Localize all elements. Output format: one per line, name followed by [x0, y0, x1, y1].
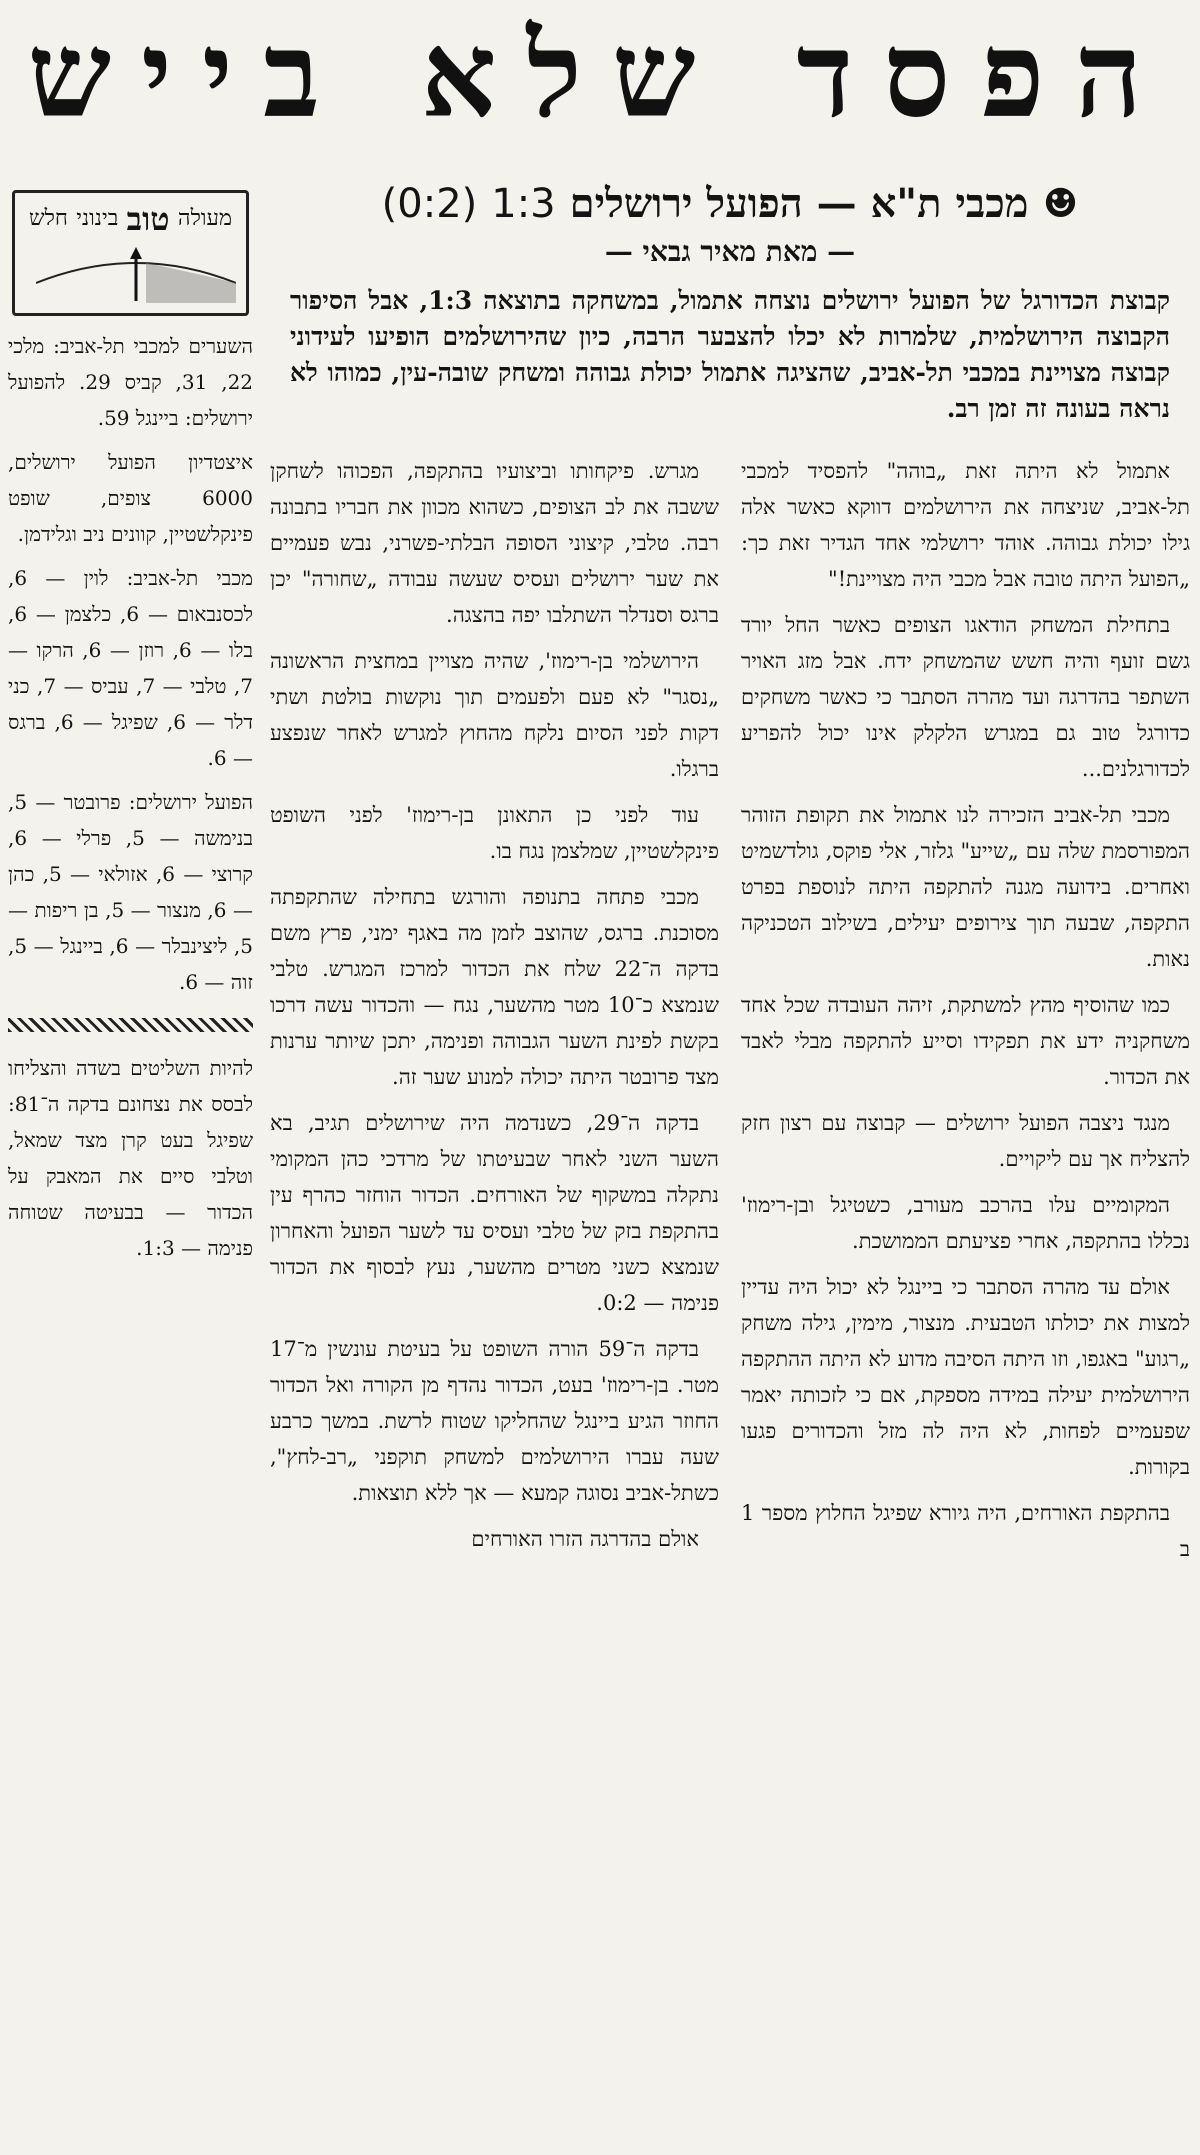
gauge-needle-icon [36, 243, 236, 303]
score-sidebar [8, 180, 253, 2140]
article-columns [270, 453, 1190, 1873]
paragraph: כמו שהוסיף מהץ למשתקת, זיהה העובדה שכל אחד משחקניה ידע את תפקידו וסייע להתקפה מבלי לאבד את הכדור. [741, 993, 1190, 1089]
headline-half-score: (0:2) [381, 180, 478, 227]
divider [8, 1018, 253, 1032]
sidebar-scorers: השערים למכבי תל-אביב: מלכי 22, 31, קביס 29. להפועל ירושלים: ביינגל 59. [8, 334, 253, 430]
banner-title: הפסד שלא בייש [27, 5, 1173, 144]
article-lede: קבוצת הכדורגל של הפועל ירושלים נוצחה אתמול, במשחקה בתוצאה 1:3, אבל הסיפור הקבוצה הירושלמית, שלמרות לא יכלו להצבער הרבה, כיון שהירושלמים הופיעו לעידוני קבוצה מצויינת במכבי תל-אביב, שהציגה אתמול יכולת גבוהה ומשחק שובה-עין, כמוהו לא נראה בעונה זה זמן רב. [290, 286, 1171, 423]
byline: — מאת מאיר גבאי — [604, 235, 856, 268]
column-left [270, 453, 719, 1873]
article-main [270, 180, 1190, 2140]
paragraph: המקומיים עלו בהרכב מעורב, כשטיגל ובן-רימוז' נכללו בהתקפה, אחרי פציעתם הממושכת. [741, 1193, 1190, 1253]
paragraph: אתמול לא היתה זאת „בוהה" להפסיד למכבי תל-אביב, שניצחה את הירושלמים דווקא כאשר אלה גילו יכולת גבוהה. אוהד ירושלמי אחד הגדיר זאת כך: „הפועל היתה טובה אבל מכבי היה מצויינת!" [741, 459, 1190, 591]
paragraph: מכבי תל-אביב הזכירה לנו אתמול את תקופת הזוהר המפורסמת שלה עם „שייע" גלזר, אלי פוקס, גולדשמיט ואחרים. בידועה מגנה להתקפה היתה לנוספת בפרט התקפה, שבעה תוך צירופים יעילים, בשילוב הטכניקה נאות. [741, 803, 1190, 971]
paragraph: מגרש. פיקחותו וביצועיו בהתקפה, הפכוהו לשחקן ששבה את לב הצופים, כשהוא מכוון את חבריו בתבונה רבה. טלבי, קיצוני הסופה הבלתי-פשרני, נבש פעמיים את שער ירושלים ועסיס שעשה עבודה „שחורה" יכן ברגס וסנדלר השתלבו יפה בהצגה. [270, 459, 719, 627]
bullet-icon: ☻ [1042, 180, 1079, 227]
sidebar-stadium: איצטדיון הפועל ירושלים, 6000 צופים, שופט פינקלשטיין, קוונים ניב וגלידמן. [8, 450, 253, 546]
gauge-label-average: בינוני [76, 206, 119, 231]
paragraph: אולם בהדרגה הזרו האורחים [471, 1527, 699, 1551]
paragraph: בתחילת המשחק הודאגו הצופים כאשר החל יורד גשם זועף והיה חשש שהמשחק ידח. אבל מזג האויר השתפר בהדרגה ועד מהרה הסתבר כי כאשר משחקים כדורגל טוב גם במגרש הלקלק אינו יכול להפריע לכדורגלנים... [741, 613, 1190, 781]
paragraph: בהתקפת האורחים, היה גיורא שפיגל החלוץ מספר 1 ב [741, 1501, 1190, 1561]
paragraph: בדקה ה־29, כשנדמה היה שירושלים תגיב, בא השער השני לאחר שבעיטתו של מרדכי כהן המקומי נתקלה במשקוף של האורחים. הכדור הוחזר כהרף עין בהתקפת בזק של טלבי ועסיס עד לשער הפועל והאחרון שנמצא כשני מטרים מהשער, נעץ לבסוף את הכדור פנימה — 0:2. [270, 1111, 719, 1315]
paragraph: מכבי פתחה בתנופה והורגש בתחילה שהתקפתה מסוכנת. ברגס, שהוצב לזמן מה באגף ימני, פרץ משם בדקה ה־22 שלח את הכדור למרכז המגרש. טלבי שנמצא כ־10 מטר מהשער, נגח — והכדור עשה דרכו בקשת לפינת השער הגבוהה ופנימה, יתכן שיותר ערנות מצד פרובטר היתה יכולה למנוע שער זה. [270, 885, 719, 1089]
paragraph: בדקה ה־59 הורה השופט על בעיטת עונשין מ־17 מטר. בן-רימוז' בעט, הכדור נהדף מן הקורה ואל הכדור החוזר הגיע ביינגל שהחליקו שטוח לרשת. במשך כרבע שעה עברו הירושלמים למשחק תוקפני „רב-לחץ", כשתל-אביב נסוגה קמעא — אך ללא תוצאות. [270, 1337, 719, 1505]
gauge-label-weak: חלש [29, 206, 68, 231]
paragraph: עוד לפני כן התאונן בן-רימוז' לפני השופט פינקלשטיין, שמלצמן נגח בו. [270, 803, 719, 863]
column-right [741, 453, 1190, 1873]
paragraph: אולם עד מהרה הסתבר כי ביינגל לא יכול היה עדיין למצות את יכולתו הטבעית. מנצור, מימין, גילה משחק „רגוע" באגפו, וזו היתה הסיבה מדוע לא היתה ההתקפה הירושלמית יעילה במידה מספקת, אם כי לזכותה יאמר שפעמיים לפחות, לא היה לה מזל והכדורים פגעו בקורות. [741, 1275, 1190, 1479]
paragraph: הירושלמי בן-רימוז', שהיה מצויין במחצית הראשונה „נסגר" לא פעם ולפעמים תוך נוקשות בולטת ושתי דקות לפני הסיום נלקח מהחוץ למגרש לאחר שנפצע ברגלו. [270, 649, 719, 781]
headline-score: 1:3 [491, 180, 556, 227]
sidebar-team-hapoel: הפועל ירושלים: פרובטר — 5, בנימשה — 5, פרלי — 6, קרוצי — 6, אזולאי — 5, כהן — 6, מנצור — 5, בן ריפות — 5, ליצינבלר — 6, ביינגל — 5, זוה — 6. [8, 790, 253, 994]
gauge-labels [15, 193, 246, 245]
gauge-label-excellent: מעולה [177, 206, 232, 231]
rating-gauge [12, 190, 249, 316]
headline-teams: מכבי ת"א — הפועל ירושלים [569, 180, 1029, 227]
sidebar-summary: להיות השליטים בשדה והצליחו לבסס את נצחונם בדקה ה־81: שפיגל בעט קרן מצד שמאל, וטלבי סיים את המאבק על הכדור — בבעיטה שטוחה פנימה — 1:3. [8, 1056, 253, 1260]
gauge-label-good: טוב [126, 200, 170, 238]
headline [270, 180, 1190, 227]
paragraph: מנגד ניצבה הפועל ירושלים — קבוצה עם רצון חזק להצליח אך עם ליקויים. [741, 1111, 1190, 1171]
sidebar-team-maccabi: מכבי תל-אביב: לוין — 6, לכסנבאום — 6, כלצמן — 6, בלו — 6, רוזן — 6, הרקו — 7, טלבי — 7, עביס — 7, כני דלר — 6, שפיגל — 6, ברגס — 6. [8, 566, 253, 770]
